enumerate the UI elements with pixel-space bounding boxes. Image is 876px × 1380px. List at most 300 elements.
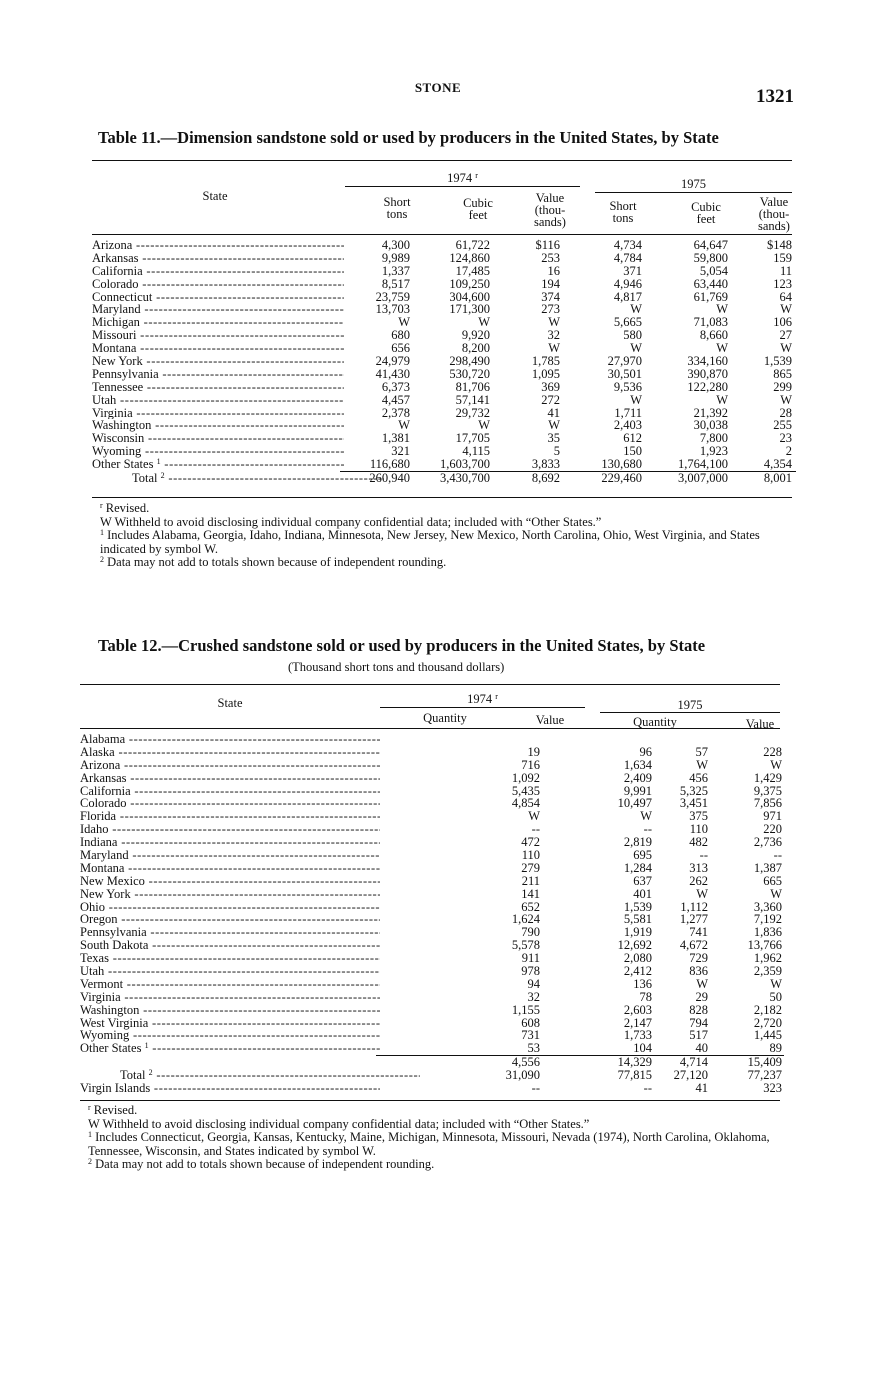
cell-v75: 89 [769,1041,782,1056]
table-row [92,419,804,432]
cell-q75: 262 [689,873,708,888]
footnote-withheld: W Withheld to avoid disclosing individual company confidential data; included with “Other States.” [88,1116,590,1131]
cell-v75: 228 [763,744,782,759]
table-row [80,772,792,785]
table-12-1974-span-rule [380,707,585,708]
row-state-label [80,733,380,746]
cell-q75: 27,120 [673,1068,708,1083]
cell-q74: 19 [527,744,540,759]
table-row [92,316,804,329]
row-state-label [92,432,344,445]
table-row [92,394,804,407]
cell-v74: 1,539 [623,899,652,914]
cell-q75: 794 [689,1015,708,1030]
state-name: Utah [92,393,117,407]
state-name: Arizona [80,758,121,772]
state-name: Montana [80,861,125,875]
row-state-label [80,965,380,978]
cell-t74: 6,373 [381,379,410,394]
cell-v75: 1,962 [753,951,782,966]
table-11-body [92,239,804,485]
state-name: Arkansas [92,251,139,265]
table-12-state-header: State [217,696,243,710]
cell-v75: 7,192 [753,912,782,927]
row-state-label [80,875,380,888]
cell-q74: 5,578 [511,938,540,953]
row-state-label [92,394,344,407]
cell-q74: 652 [521,899,540,914]
cell-q74: 279 [521,860,540,875]
cell-t75: 130,680 [601,457,642,472]
cell-v75: 9,375 [753,783,782,798]
table-row [92,252,804,265]
cell-c75: 1,764,100 [678,457,728,472]
row-state-label [92,472,384,485]
row-state-label [92,291,344,304]
cell-q74: 31,090 [505,1068,540,1083]
cell-c75: 1,923 [699,444,728,459]
row-state-label [92,381,344,394]
cell-q75: 741 [689,925,708,940]
cell-q74: 790 [521,925,540,940]
cell-t75: 27,970 [607,354,642,369]
cell-v74: 16 [547,263,560,278]
cell-v74: W [548,315,560,330]
cell-v75: 4,354 [763,457,792,472]
table-11-header-rule [92,234,792,235]
table-11-footnotes [88,502,793,570]
row-state-label [92,368,344,381]
cell-c74: 304,600 [449,289,490,304]
table-12-body [80,733,792,1095]
cell-c74: 61,722 [455,238,490,252]
cell-v75: 8,001 [763,471,792,486]
table-row [92,368,804,381]
cell-v74: 14,329 [617,1055,652,1070]
cell-t75: 1,711 [614,405,642,420]
state-name: Florida [80,810,117,824]
cell-v74: 78 [639,989,652,1004]
cell-q75: 5,325 [679,783,708,798]
table-row [80,1004,792,1017]
cell-q74: -- [531,1081,540,1096]
state-name: Wyoming [80,1029,130,1043]
cell-v75: 255 [773,418,792,433]
table-row [92,329,804,342]
state-name: Alabama [80,733,126,746]
table-row [92,239,804,252]
cell-q74: 731 [521,1028,540,1043]
state-name: Montana [92,342,137,356]
cell-q75: 828 [689,1002,708,1017]
cell-v74: 10,497 [617,796,652,811]
cell-v75: W [780,302,792,317]
cell-q74: 4,854 [511,796,540,811]
cell-t75: W [630,392,642,407]
state-name: Missouri [92,329,137,343]
cell-v74: 401 [633,886,652,901]
cell-v75: W [780,341,792,356]
cell-t75: W [630,302,642,317]
cell-v75: 15,409 [747,1055,782,1070]
cell-v74: 2,603 [623,1002,652,1017]
cell-v74: -- [643,822,652,837]
cell-c75: 71,083 [693,315,728,330]
cell-t74: 656 [391,341,410,356]
state-name: Arkansas [80,771,127,785]
cell-v75: 13,766 [747,938,782,953]
footnote-marker: 2 [160,472,165,481]
state-name: Arizona [92,239,133,252]
cell-t75: 150 [623,444,642,459]
cell-c75: 122,280 [687,379,728,394]
cell-c75: W [716,302,728,317]
state-name: Oregon [80,913,118,927]
cell-v75: 971 [763,809,782,824]
footnote-marker: 1 [144,1042,149,1051]
cell-t75: 612 [623,431,642,446]
table-row [80,965,792,978]
state-name: Vermont [80,977,124,991]
cell-t74: 23,759 [375,289,410,304]
cell-q74: 1,155 [511,1002,540,1017]
cell-c74: 124,860 [449,250,490,265]
cell-v75: 2,182 [753,1002,782,1017]
table-row [92,278,804,291]
cell-v75: 50 [769,989,782,1004]
row-state-label [92,407,344,420]
cell-q74: 211 [521,873,540,888]
state-name: South Dakota [80,939,149,953]
cell-q74: 94 [527,976,540,991]
cell-v74: 1,733 [623,1028,652,1043]
table-row [80,1082,792,1095]
table-11-1975-span-rule [595,192,792,193]
cell-q74: 1,624 [511,912,540,927]
table-11-top-rule [92,160,792,161]
cell-t74: 1,337 [381,263,410,278]
cell-t74: 24,979 [375,354,410,369]
cell-q74: 5,435 [511,783,540,798]
cell-q74: 472 [521,835,540,850]
row-state-label [92,419,344,432]
state-name: Utah [80,965,105,978]
state-name: Idaho [80,823,109,837]
footnote-1: $^1$ Includes Alabama, Georgia, Idaho, Indiana, Minnesota, New Jersey, New Mexico, North Carolina, Ohio, West Virginia, and States indicated by symbol W. [100,528,760,556]
table-11-year-1975: 1975 [681,177,706,191]
cell-t74: 116,680 [369,457,410,472]
cell-c74: 109,250 [449,276,490,291]
state-name: California [92,264,143,278]
state-name: Ohio [80,900,105,914]
state-name: Maryland [92,303,141,317]
state-name: Colorado [92,277,139,291]
cell-t74: 41,430 [375,366,410,381]
row-state-label [80,1004,380,1017]
state-name: Other States [80,1042,142,1056]
cell-v75: 106 [773,315,792,330]
cell-v75: 865 [773,366,792,381]
row-state-label [92,355,344,368]
cell-c74: 9,920 [461,328,490,343]
cell-v75: 299 [773,379,792,394]
cell-c75: 21,392 [693,405,728,420]
cell-v74: 369 [541,379,560,394]
cell-v74: 41 [547,405,560,420]
cell-t75: 2,403 [613,418,642,433]
cell-v75: 1,387 [753,860,782,875]
cell-t75: W [630,341,642,356]
cell-c75: 8,660 [699,328,728,343]
cell-v74: $116 [535,238,560,252]
cell-q75: -- [699,848,708,863]
cell-c75: W [716,341,728,356]
cell-q75: 57 [695,744,708,759]
cell-v75: 27 [779,328,792,343]
cell-v74: 253 [541,250,560,265]
cell-q74: 53 [527,1041,540,1056]
row-state-label [80,849,380,862]
table-12-header-rule [80,728,780,729]
cell-c74: 1,603,700 [440,457,490,472]
table-12-bottom-rule [80,1100,780,1101]
table-12-footnotes [76,1104,781,1172]
cell-t74: W [398,418,410,433]
row-state-label [80,862,380,875]
cell-t75: 30,501 [607,366,642,381]
row-state-label [80,1082,380,1095]
state-name: Tennessee [92,380,144,394]
state-name: Virgin Islands [80,1082,151,1095]
table-row [80,810,792,823]
row-state-label [80,1029,380,1042]
table-11-col-value-1975: Value (thou- sands) [758,195,790,233]
cell-c74: 171,300 [449,302,490,317]
cell-v74: 2,409 [623,770,652,785]
cell-v74: W [548,418,560,433]
table-row [80,991,792,1004]
row-state-label [92,278,344,291]
state-name: New York [80,887,131,901]
cell-c74: W [478,418,490,433]
cell-v74: 194 [541,276,560,291]
row-state-label [80,746,380,759]
cell-v74: 12,692 [617,938,652,953]
cell-t74: 13,703 [375,302,410,317]
cell-c75: 5,054 [699,263,728,278]
cell-v75: 159 [773,250,792,265]
cell-c74: 530,720 [449,366,490,381]
row-state-label [92,329,344,342]
state-name: West Virginia [80,1016,149,1030]
row-state-label [92,252,344,265]
row-state-label [80,823,380,836]
cell-q75: W [696,976,708,991]
cell-v74: 2,819 [623,835,652,850]
cell-t75: 580 [623,328,642,343]
table-row [92,458,804,471]
footnote-revised: $^r$ Revised. [100,501,150,515]
cell-q75: W [696,886,708,901]
cell-q75: 456 [689,770,708,785]
state-name: California [80,784,131,798]
cell-v74: -- [643,1081,652,1096]
row-state-label [80,836,380,849]
cell-v75: 2,359 [753,964,782,979]
cell-q74: -- [531,822,540,837]
table-11-col-value-1974: Value (thou- sands) [534,191,566,229]
cell-v74: 1,919 [623,925,652,940]
cell-c75: 30,038 [693,418,728,433]
cell-v74: 5,581 [623,912,652,927]
row-state-label [80,939,380,952]
state-name: Pennsylvania [92,367,159,381]
cell-v74: 1,284 [623,860,652,875]
cell-t75: 4,946 [613,276,642,291]
footnote-1: $^1$ Includes Connecticut, Georgia, Kansas, Kentucky, Maine, Michigan, Minnesota, Missouri, Nevada (1974), North Carolina, Oklahoma, Tennessee, Wisconsin, and States indicated by symbol W. [88,1130,770,1158]
table-row [80,875,792,888]
table-row [80,952,792,965]
table-row [92,381,804,394]
row-state-label [80,926,380,939]
table-11-col-short-tons-1974: Short tons [383,195,411,221]
cell-c75: 63,440 [693,276,728,291]
table-12-1975-span-rule [600,712,780,713]
table-12-top-rule [80,684,780,685]
table-row [80,1042,792,1055]
cell-v75: 1,445 [753,1028,782,1043]
cell-t75: 4,734 [613,238,642,252]
footnote-revised: $^r$ Revised. [88,1103,138,1117]
table-row [80,836,792,849]
cell-v74: 374 [541,289,560,304]
table-row [80,746,792,759]
row-state-label [80,1069,420,1082]
cell-c74: 57,141 [455,392,490,407]
cell-c74: 29,732 [455,405,490,420]
cell-q74: 911 [521,951,540,966]
cell-v74: 1,634 [623,757,652,772]
table-row [80,733,792,746]
row-state-label [92,265,344,278]
row-state-label [80,759,380,772]
cell-c75: 334,160 [687,354,728,369]
cell-v74: 272 [541,392,560,407]
cell-v74: 35 [547,431,560,446]
state-name: Connecticut [92,290,153,304]
cell-v75: 123 [773,276,792,291]
cell-q75: 729 [689,951,708,966]
cell-c75: W [716,392,728,407]
cell-t74: 680 [391,328,410,343]
cell-q75: 375 [689,809,708,824]
cell-q74: 608 [521,1015,540,1030]
cell-v75: W [770,976,782,991]
table-11-bottom-rule [92,497,792,498]
state-name: Michigan [92,316,140,330]
cell-t75: 4,784 [613,250,642,265]
cell-t75: 5,665 [613,315,642,330]
cell-q74: 32 [527,989,540,1004]
cell-q75: 313 [689,860,708,875]
cell-q74: 978 [521,964,540,979]
row-state-label [92,303,344,316]
cell-v74: 2,147 [623,1015,652,1030]
table-11-state-header: State [202,189,228,203]
cell-v75: 2,736 [753,835,782,850]
table-row [80,849,792,862]
state-name: Texas [80,952,109,966]
cell-v75: W [770,886,782,901]
cell-v75: W [770,757,782,772]
table-11-col-short-tons-1975: Short tons [609,199,637,225]
cell-v74: 2,080 [623,951,652,966]
row-state-label [80,810,380,823]
row-state-label [92,239,344,252]
row-state-label [80,785,380,798]
cell-c75: 390,870 [687,366,728,381]
cell-t74: 8,517 [381,276,410,291]
row-state-label [80,901,380,914]
cell-t75: 4,817 [613,289,642,304]
state-name: New Mexico [80,874,145,888]
cell-c74: 4,115 [462,444,490,459]
cell-c75: 64,647 [693,238,728,252]
row-state-label [92,458,344,471]
cell-t74: 321 [391,444,410,459]
cell-v74: 5 [553,444,560,459]
table-12-subtitle: (Thousand short tons and thousand dollars) [288,660,505,674]
cell-v75: -- [773,848,782,863]
row-state-label [80,888,380,901]
cell-v75: 1,539 [763,354,792,369]
cell-v74: 3,833 [531,457,560,472]
cell-v75: 220 [763,822,782,837]
state-name: Washington [92,419,152,433]
cell-v74: 1,095 [531,366,560,381]
cell-v75: 2 [785,444,792,459]
cell-q75: 41 [695,1081,708,1096]
row-state-label [92,445,344,458]
cell-q74: 4,556 [511,1055,540,1070]
state-name: Washington [80,1003,140,1017]
cell-v74: W [548,341,560,356]
cell-q74: 1,092 [511,770,540,785]
cell-v74: 9,991 [623,783,652,798]
state-name: Wisconsin [92,432,145,446]
cell-v75: 11 [779,263,792,278]
row-state-label [80,797,380,810]
footnote-2: $^2$ Data may not add to totals shown because of independent rounding. [100,555,447,569]
cell-v74: 104 [633,1041,652,1056]
cell-v74: 1,785 [531,354,560,369]
cell-v75: 665 [763,873,782,888]
cell-v75: 1,836 [753,925,782,940]
cell-v75: 1,429 [753,770,782,785]
cell-q75: 29 [695,989,708,1004]
cell-q75: 836 [689,964,708,979]
cell-c75: 3,007,000 [678,471,728,486]
cell-q74: W [528,809,540,824]
cell-c75: 59,800 [693,250,728,265]
cell-q75: 517 [689,1028,708,1043]
cell-q75: 4,672 [679,938,708,953]
cell-q75: 1,277 [679,912,708,927]
table-row [92,472,804,485]
running-head: STONE [414,80,462,95]
table-12-col-value-1974: Value [535,713,565,727]
cell-c74: 17,485 [455,263,490,278]
